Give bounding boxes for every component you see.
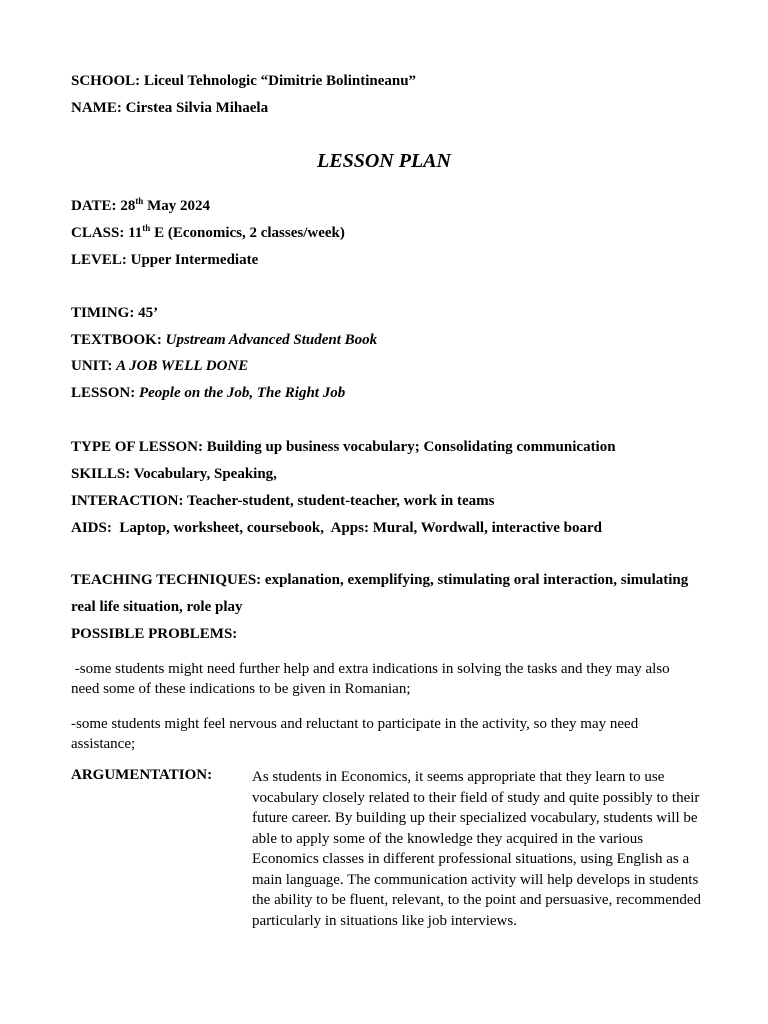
- possible-problems-label: POSSIBLE PROBLEMS:: [71, 626, 238, 642]
- unit-label: UNIT:: [71, 358, 113, 374]
- timing-label: TIMING:: [71, 305, 135, 321]
- name-line: [71, 100, 268, 117]
- type-of-lesson-line: [71, 439, 616, 456]
- argumentation-label: ARGUMENTATION:: [71, 767, 213, 783]
- skills-value: Vocabulary, Speaking,: [133, 466, 277, 482]
- school-value: Liceul Tehnologic “Dimitrie Bolintineanu”: [143, 73, 417, 89]
- level-label: LEVEL:: [71, 252, 127, 268]
- skills-label: SKILLS:: [71, 466, 131, 482]
- interaction-label: INTERACTION:: [71, 493, 184, 509]
- date-suffix: th: [135, 196, 144, 206]
- school-line: [71, 73, 416, 90]
- school-label: SCHOOL:: [71, 73, 141, 89]
- aids-label: AIDS:: [71, 520, 112, 536]
- date-label: DATE:: [71, 198, 117, 214]
- name-value: Cirstea Silvia Mihaela: [125, 100, 269, 116]
- class-suffix: th: [142, 223, 151, 233]
- problem-item-2: -some students might feel nervous and reluctant to participate in the activity, so they may need assistance;: [71, 716, 639, 752]
- textbook-line: [71, 332, 377, 349]
- date-day: 28: [120, 198, 136, 214]
- unit-value: A JOB WELL DONE: [116, 358, 249, 374]
- problem-item-1: -some students might need further help and extra indications in solving the tasks and they may also need some of these indications to be given in Romanian;: [71, 661, 674, 697]
- class-line: [71, 225, 345, 242]
- class-label: CLASS:: [71, 225, 125, 241]
- type-of-lesson-label: TYPE OF LESSON:: [71, 439, 203, 455]
- interaction-line: [71, 493, 494, 510]
- name-label: NAME:: [71, 100, 122, 116]
- unit-line: [71, 358, 248, 375]
- timing-value: 45’: [138, 305, 159, 321]
- level-line: [71, 252, 258, 269]
- type-of-lesson-value: Building up business vocabulary; Consolidating communication: [206, 439, 616, 455]
- date-rest: May 2024: [147, 198, 210, 214]
- lesson-value: People on the Job, The Right Job: [138, 385, 346, 401]
- teaching-techniques-line-2: real life situation, role play: [71, 599, 243, 615]
- aids-value: Laptop, worksheet, coursebook, Apps: Mural, Wordwall, interactive board: [119, 520, 602, 536]
- page-title: LESSON PLAN: [317, 150, 451, 172]
- level-value: Upper Intermediate: [130, 252, 259, 268]
- class-rest: E (Economics, 2 classes/week): [154, 225, 345, 241]
- teaching-techniques-line-1: TEACHING TECHNIQUES: explanation, exemplifying, stimulating oral interaction, simulating: [71, 572, 689, 588]
- lesson-line: [71, 385, 345, 402]
- timing-line: [71, 305, 158, 322]
- class-grade: 11: [128, 225, 143, 241]
- textbook-label: TEXTBOOK:: [71, 332, 162, 348]
- aids-line: [71, 520, 602, 537]
- lesson-label: LESSON:: [71, 385, 136, 401]
- argumentation-text: As students in Economics, it seems appropriate that they learn to use vocabulary closely related to their field of study and quite possibly to their future career. By building up their specialized vocabulary, students will be able to apply some of the knowledge they acquired in the various Economics classes in different professional situations, using English as a main language. The communication activity will help develops in students the ability to be fluent, relevant, to the point and persuasive, recommended particularly in situations like job interviews.: [252, 769, 702, 929]
- interaction-value: Teacher-student, student-teacher, work in teams: [187, 493, 495, 509]
- skills-line: [71, 466, 277, 483]
- date-line: [71, 198, 210, 215]
- textbook-value: Upstream Advanced Student Book: [165, 332, 378, 348]
